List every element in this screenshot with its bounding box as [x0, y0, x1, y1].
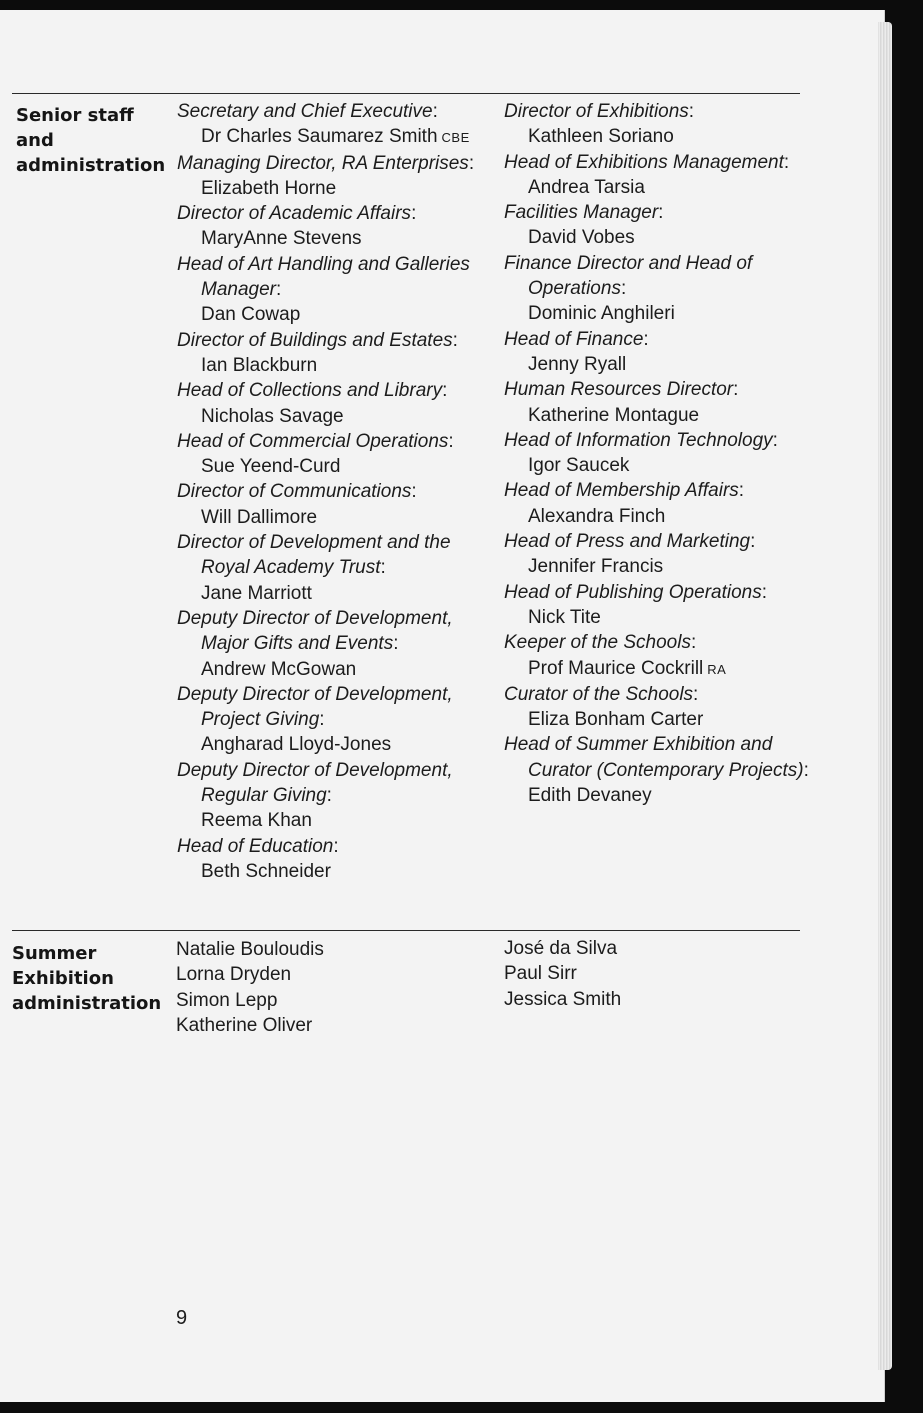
staff-name: Will Dallimore: [201, 506, 318, 528]
staff-name: Ian Blackburn: [201, 354, 318, 376]
role-entry: Head of Collections and Library:: [177, 380, 448, 402]
staff-name: Jane Marriott: [201, 582, 312, 604]
role-title: Head of Art Handling and Galleries Manager: [177, 253, 470, 301]
staff-name: Lorna Dryden: [176, 964, 292, 986]
role-entry: Head of Information Technology:: [504, 429, 778, 451]
role-title: Head of Finance: [504, 328, 644, 350]
role-title: Head of Press and Marketing: [504, 531, 751, 553]
staff-name: David Vobes: [528, 227, 635, 249]
role-entry: Deputy Director of Development, Regular Giving:: [177, 759, 453, 807]
staff-name: José da Silva: [504, 938, 618, 959]
section-rule: [12, 930, 800, 931]
staff-name: Nicholas Savage: [201, 405, 344, 427]
staff-name-line: [504, 656, 834, 682]
role-title: Director of Communications: [177, 481, 412, 503]
staff-name: Simon Lepp: [176, 989, 278, 1011]
staff-name: Sue Yeend-Curd: [201, 456, 341, 478]
role-entry: Deputy Director of Development, Major Gifts and Events:: [177, 607, 453, 655]
staff-name-line: [504, 504, 834, 529]
role-title: Deputy Director of Development, Major Gifts and Events: [177, 607, 453, 655]
staff-name-line: [504, 225, 834, 250]
staff-name: Katherine Montague: [528, 404, 700, 426]
role-title: Keeper of the Schools: [504, 632, 691, 654]
staff-name-line: [504, 403, 834, 428]
summer-exhibition-heading: Summer Exhibition administration: [12, 943, 162, 1014]
role-title: Secretary and Chief Executive: [177, 101, 433, 122]
role-entry: Managing Director, RA Enterprises: Elizabeth Horne: [177, 152, 475, 199]
role-entry: Director of Exhibitions:: [504, 101, 695, 122]
role-entry: Head of Commercial Operations:: [177, 430, 454, 452]
staff-name: Andrew McGowan: [201, 658, 357, 680]
role-title: Head of Information Technology: [504, 429, 773, 451]
staff-name-line: [177, 581, 497, 606]
role-entry: Head of Membership Affairs:: [504, 480, 745, 502]
staff-name-line: [177, 505, 497, 530]
role-title: Head of Education: [177, 835, 334, 857]
page-number: 9: [176, 1307, 188, 1329]
staff-name: Kathleen Soriano: [528, 126, 674, 148]
staff-name-line: [177, 732, 497, 757]
role-entry: Head of Art Handling and Galleries Manager:: [177, 253, 470, 301]
staff-name: Edith Devaney: [528, 785, 652, 807]
staff-name-line: [177, 302, 497, 327]
staff-name-line: [504, 554, 834, 579]
role-entry: Curator of the Schools:: [504, 683, 699, 705]
page-edge: [878, 22, 892, 1370]
role-entry: Head of Publishing Operations:: [504, 581, 767, 603]
role-title: Director of Development and the Royal Academy Trust: [177, 532, 451, 579]
staff-name: Jennifer Francis: [528, 556, 664, 578]
staff-name-line: [504, 124, 834, 149]
role-entry: Facilities Manager:: [504, 202, 664, 224]
staff-name-line: [177, 657, 497, 682]
staff-name-line: [177, 226, 497, 251]
staff-name: Dominic Anghileri: [528, 303, 675, 325]
staff-name: Katherine Oliver: [176, 1014, 313, 1036]
role-title: Head of Exhibitions Management: [504, 151, 784, 173]
senior-left-column: [177, 99, 497, 884]
staff-name: Beth Schneider: [201, 860, 331, 882]
staff-name: Igor Saucek: [528, 455, 630, 477]
role-title: Director of Buildings and Estates: [177, 329, 453, 351]
staff-name-line: [177, 353, 497, 378]
staff-name-line: [504, 175, 834, 200]
staff-name: MaryAnne Stevens: [201, 228, 362, 250]
staff-name-line: [504, 707, 834, 732]
role-title: Head of Collections and Library: [177, 380, 443, 402]
summer-right-column: [504, 936, 804, 1012]
staff-name-line: [504, 605, 834, 630]
role-title: Human Resources Director: [504, 379, 734, 401]
role-entry: Director of Development and the Royal Academy Trust:: [177, 532, 451, 579]
role-entry: Head of Education:: [177, 835, 339, 857]
staff-name: Eliza Bonham Carter: [528, 709, 704, 731]
staff-name: Nick Tite: [528, 606, 601, 628]
role-entry: Director of Academic Affairs:: [177, 203, 417, 225]
role-entry: Head of Summer Exhibition and Curator (Contemporary Projects): Edith Devaney: [504, 734, 809, 807]
staff-name-line: [177, 404, 497, 429]
role-title: Finance Director and Head of Operations: [504, 252, 753, 300]
role-entry: Director of Communications:: [177, 481, 417, 503]
staff-name: Natalie Bouloudis: [176, 939, 324, 960]
role-title: Facilities Manager: [504, 202, 659, 224]
staff-name: Jenny Ryall: [528, 353, 627, 375]
staff-name-line: [177, 859, 497, 884]
staff-name-line: [504, 301, 834, 326]
senior-staff-heading: Senior staff and administration: [16, 105, 166, 176]
role-entry: Head of Finance:: [504, 328, 649, 350]
staff-name: Prof Maurice Cockrill: [528, 657, 704, 679]
staff-name: Jessica Smith: [504, 988, 622, 1010]
role-title: Director of Academic Affairs: [177, 203, 412, 225]
role-title: Deputy Director of Development, Project Giving: [177, 683, 453, 731]
senior-right-column: [504, 99, 834, 808]
role-entry: Finance Director and Head of Operations:: [504, 252, 753, 300]
staff-name-line: [504, 352, 834, 377]
role-title: Head of Membership Affairs: [504, 480, 739, 502]
section-rule: [12, 93, 800, 94]
staff-name-line: [177, 808, 497, 833]
honour-postnominal: CBE: [441, 130, 470, 146]
role-title: Head of Summer Exhibition and Curator (Contemporary Projects): [504, 734, 804, 781]
staff-name-line: [504, 453, 834, 478]
staff-name: Dr Charles Saumarez Smith: [201, 126, 438, 148]
staff-name: Andrea Tarsia: [528, 176, 645, 198]
staff-name: Dan Cowap: [201, 304, 301, 326]
role-title: Deputy Director of Development, Regular Giving: [177, 759, 453, 807]
staff-name-line: [177, 124, 497, 150]
role-title: Head of Commercial Operations: [177, 430, 449, 452]
role-title: Director of Exhibitions: [504, 101, 689, 122]
role-title: Curator of the Schools: [504, 683, 694, 705]
staff-name-line: [177, 454, 497, 479]
role-entry: Head of Exhibitions Management:: [504, 151, 790, 173]
role-title: Head of Publishing Operations: [504, 581, 762, 603]
role-entry: Director of Buildings and Estates:: [177, 329, 458, 351]
staff-name: Elizabeth Horne: [201, 177, 337, 199]
staff-name: Reema Khan: [201, 810, 312, 832]
role-entry: Keeper of the Schools:: [504, 632, 697, 654]
staff-name: Paul Sirr: [504, 963, 577, 985]
staff-name: Angharad Lloyd-Jones: [201, 734, 392, 756]
honour-postnominal: RA: [707, 661, 727, 677]
role-title: Managing Director, RA Enterprises: [177, 152, 469, 174]
role-entry: Human Resources Director:: [504, 379, 739, 401]
staff-name: Alexandra Finch: [528, 505, 666, 527]
summer-left-column: [176, 937, 476, 1038]
role-entry: Head of Press and Marketing:: [504, 531, 756, 553]
role-entry: Secretary and Chief Executive:: [177, 101, 438, 122]
role-entry: Deputy Director of Development, Project Giving:: [177, 683, 453, 731]
